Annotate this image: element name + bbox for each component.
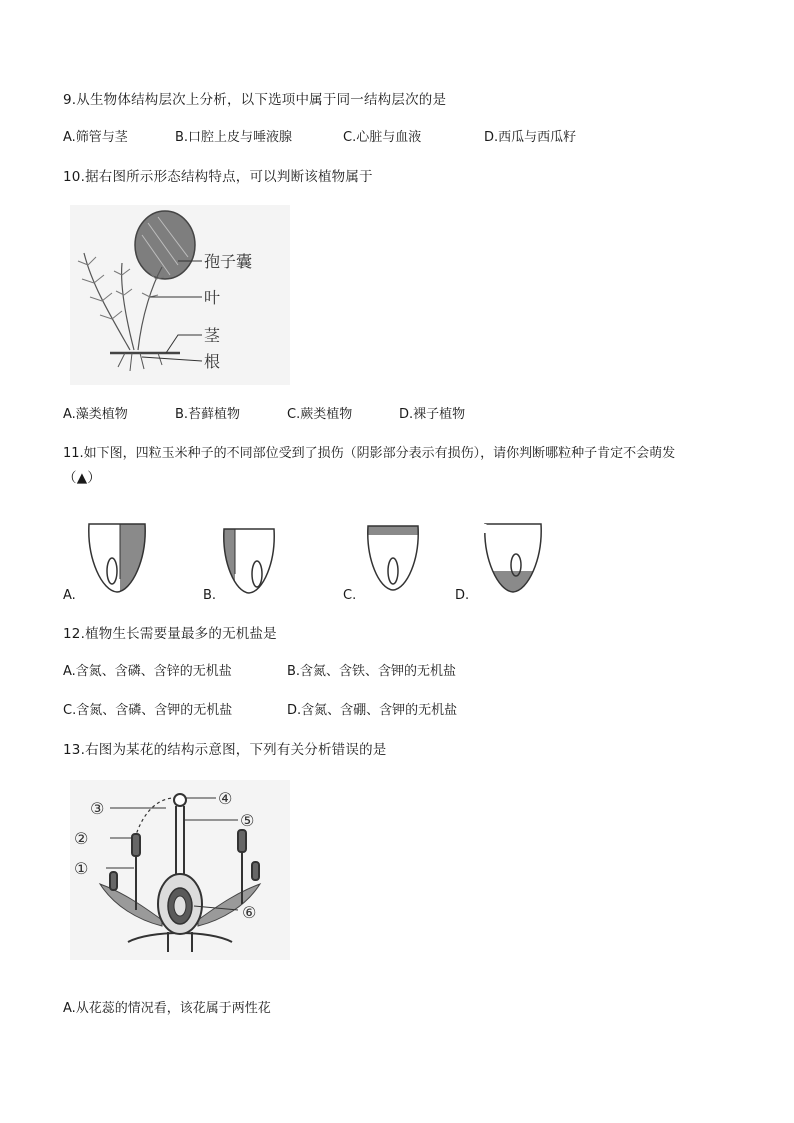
q10-option-d: D.裸子植物 <box>399 407 466 422</box>
label-6: ⑥ <box>242 903 257 922</box>
q9-option-d: D.西瓜与西瓜籽 <box>484 130 577 145</box>
seed-c-figure <box>365 521 421 593</box>
label-5: ⑤ <box>240 811 255 830</box>
q12-option-c: C.含氮、含磷、含钾的无机盐 <box>63 703 233 718</box>
fern-figure <box>70 205 290 385</box>
label-2: ② <box>74 829 89 848</box>
q9-option-a: A.筛管与茎 <box>63 130 128 145</box>
q13-option-a: A.从花蕊的情况看，该花属于两性花 <box>63 1001 271 1016</box>
q10-option-a: A.藻类植物 <box>63 407 128 422</box>
q12-option-b: B.含氮、含铁、含钾的无机盐 <box>287 664 457 679</box>
seed-b-figure <box>221 524 277 596</box>
q9-option-c: C.心脏与血液 <box>343 130 422 145</box>
label-4: ④ <box>218 789 233 808</box>
label-1: ① <box>74 859 89 878</box>
q12-option-a: A.含氮、含磷、含锌的无机盐 <box>63 664 232 679</box>
q11-answer-blank: （▲） <box>63 470 101 486</box>
q10-option-c: C.蕨类植物 <box>287 407 353 422</box>
q12-option-d: D.含氮、含硼、含钾的无机盐 <box>287 703 458 718</box>
q9-option-b: B.口腔上皮与唾液腺 <box>175 130 293 145</box>
q11-option-a: A. <box>63 588 76 603</box>
label-3: ③ <box>90 799 105 818</box>
seed-d-figure <box>482 519 544 595</box>
q10-option-b: B.苔藓植物 <box>175 407 241 422</box>
q12-stem: 12.植物生长需要量最多的无机盐是 <box>63 626 277 642</box>
label-leaf: 叶 <box>204 288 221 307</box>
label-root: 根 <box>204 352 221 371</box>
q13-stem: 13.右图为某花的结构示意图，下列有关分析错误的是 <box>63 742 387 758</box>
seed-a-figure <box>86 519 148 595</box>
q11-option-d: D. <box>455 588 470 603</box>
q9-stem: 9.从生物体结构层次上分析，以下选项中属于同一结构层次的是 <box>63 92 447 108</box>
q11-option-b: B. <box>203 588 217 603</box>
label-sporangium: 孢子囊 <box>204 252 253 271</box>
flower-figure <box>70 780 290 960</box>
q11-stem: 11.如下图，四粒玉米种子的不同部位受到了损伤（阴影部分表示有损伤），请你判断哪粒种子肯定不会萌发 <box>63 446 676 461</box>
q11-option-c: C. <box>343 588 357 603</box>
q10-stem: 10.据右图所示形态结构特点，可以判断该植物属于 <box>63 169 373 185</box>
label-stem: 茎 <box>204 326 221 345</box>
